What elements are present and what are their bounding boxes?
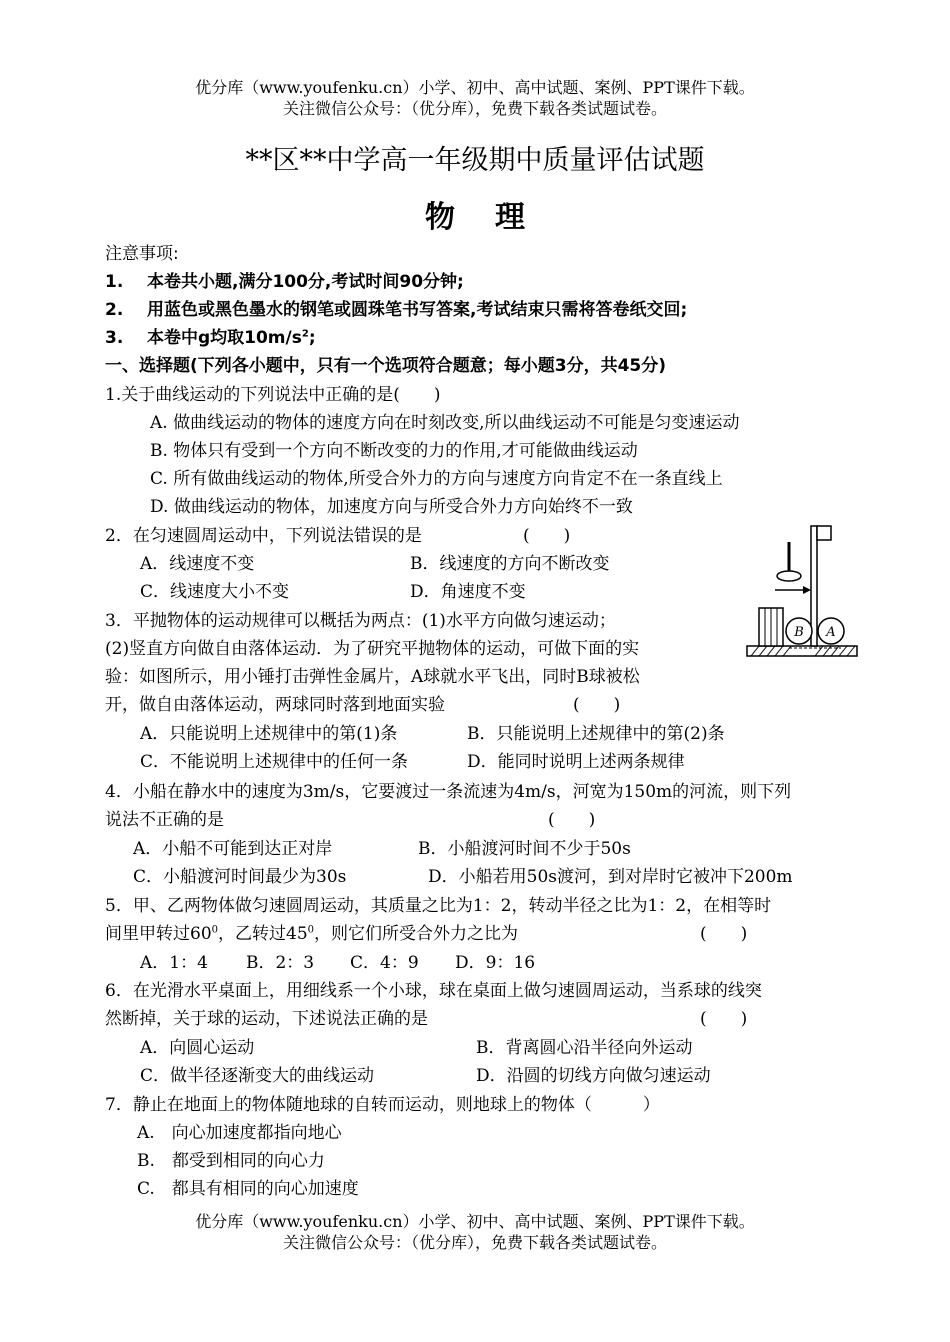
q3-line-4: 开，做自由落体运动，两球同时落到地面实验: [105, 695, 445, 715]
q3-line-1: 3．平抛物体的运动规律可以概括为两点：(1)水平方向做匀速运动；: [105, 611, 616, 631]
notice-item-3-num: 3.: [105, 328, 124, 348]
q5-option-c: C．4：9: [350, 953, 419, 973]
q7-stem: 7．静止在地面上的物体随地球的自转而运动，则地球上的物体（ ）: [105, 1095, 660, 1115]
footer-line-2: 关注微信公众号：（优分库），免费下载各类试题试卷。: [282, 1233, 667, 1252]
q4-line-2: 说法不正确的是: [105, 810, 224, 830]
post-top: [817, 526, 831, 540]
q3-line-2: (2)竖直方向做自由落体运动．为了研究平抛物体的运动，可做下面的实: [105, 639, 640, 659]
q2-option-b: B．线速度的方向不断改变: [410, 554, 610, 574]
q3-option-d: D．能同时说明上述两条规律: [467, 752, 685, 772]
subject-title: 物理: [425, 200, 565, 235]
q6-line-2: 然断掉，关于球的运动，下述说法正确的是: [105, 1009, 428, 1029]
q6-answer-paren: ( ): [700, 1009, 748, 1029]
q5-line-2c: ，则它们所受合外力之比为: [314, 924, 519, 944]
q5-sup-2: 0: [307, 924, 315, 936]
notice-item-2-num: 2.: [105, 300, 124, 320]
q2-answer-paren: ( ): [523, 526, 571, 546]
q2-option-c: C．线速度大小不变: [140, 582, 290, 602]
q6-option-c: C．做半径逐渐变大的曲线运动: [140, 1066, 375, 1086]
q3-answer-paren: ( ): [573, 695, 621, 715]
q4-answer-paren: ( ): [548, 810, 596, 830]
section-1-heading: 一、选择题(下列各小题中，只有一个选项符合题意；每小题3分，共45分): [105, 356, 667, 376]
q5-line-2: [105, 923, 518, 945]
notice-item-3: [105, 327, 316, 349]
q7-option-c: C. 都具有相同的向心加速度: [137, 1179, 359, 1199]
q1-stem: 1.关于曲线运动的下列说法中正确的是( ): [105, 385, 441, 405]
q6-option-d: D．沿圆的切线方向做匀速运动: [476, 1066, 711, 1086]
hammer-head: [777, 571, 801, 581]
q7-option-a: A. 向心加速度都指向地心: [137, 1123, 342, 1143]
q4-option-b: B．小船渡河时间不少于50s: [418, 839, 631, 859]
q5-option-a: A．1：4: [140, 953, 208, 973]
q3-line-3: 验：如图所示，用小锤打击弹性金属片，A球就水平飞出，同时B球被松: [105, 667, 640, 687]
q5-line-1: 5．甲、乙两物体做匀速圆周运动，其质量之比为1：2，转动半径之比为1：2，在相等时: [105, 896, 772, 916]
q6-option-b: B．背离圆心沿半径向外运动: [476, 1038, 693, 1058]
notice-item-3-tail: ;: [308, 328, 316, 348]
q1-option-b: B. 物体只有受到一个方向不断改变的力的作用,才可能做曲线运动: [150, 441, 638, 461]
q5-option-b: B．2：3: [246, 953, 315, 973]
footer-line-1: 优分库（www.youfenku.cn）小学、初中、高中试题、案例、PPT课件下载。: [195, 1212, 755, 1231]
notice-item-3-sup: 2: [301, 328, 309, 340]
notice-item-1: [105, 271, 464, 293]
q2-option-d: D．角速度不变: [410, 582, 526, 602]
q4-option-d: D．小船若用50s渡河，到对岸时它被冲下200m: [428, 867, 793, 887]
q1-option-c: C. 所有做曲线运动的物体,所受合外力的方向与速度方向肯定不在一条直线上: [150, 469, 723, 489]
q6-option-a: A．向圆心运动: [140, 1038, 255, 1058]
ball-b-label: B: [794, 625, 804, 640]
strike-arrow-head: [803, 586, 811, 594]
notice-item-3-text: 本卷中g均取10m/s: [146, 328, 302, 348]
q5-sup-1: 0: [211, 924, 219, 936]
exam-title: **区**中学高一年级期中质量评估试题: [245, 145, 705, 176]
ball-a-label: A: [826, 625, 836, 640]
q3-apparatus-figure: [745, 520, 860, 662]
q2-stem: 2．在匀速圆周运动中，下列说法错误的是: [105, 526, 422, 546]
q6-line-1: 6．在光滑水平桌面上，用细线系一个小球，球在桌面上做匀速圆周运动，当系球的线突: [105, 981, 762, 1001]
q5-line-2b: ，乙转过45: [218, 924, 308, 944]
notice-heading: 注意事项:: [105, 244, 179, 264]
notice-item-2: [105, 299, 687, 321]
q4-line-1: 4．小船在静水中的速度为3m/s，它要渡过一条流速为4m/s，河宽为150m的河流，则下列: [105, 782, 792, 802]
notice-item-2-text: 用蓝色或黑色墨水的钢笔或圆珠笔书写答案,考试结束只需将答卷纸交回;: [146, 300, 688, 320]
q5-option-d: D．9：16: [455, 953, 536, 973]
notice-item-1-num: 1.: [105, 272, 124, 292]
q5-line-2a: 间里甲转过60: [105, 924, 212, 944]
notice-item-1-text: 本卷共小题,满分100分,考试时间90分钟;: [146, 272, 464, 292]
q5-answer-paren: ( ): [700, 924, 748, 944]
q1-option-d: D. 做曲线运动的物体，加速度方向与所受合外力方向始终不一致: [150, 497, 633, 517]
q4-option-c: C．小船渡河时间最少为30s: [133, 867, 347, 887]
q2-option-a: A．线速度不变: [140, 554, 255, 574]
header-line-1: 优分库（www.youfenku.cn）小学、初中、高中试题、案例、PPT课件下载。: [195, 78, 755, 97]
q3-option-b: B．只能说明上述规律中的第(2)条: [467, 724, 725, 744]
header-line-2: 关注微信公众号：（优分库），免费下载各类试题试卷。: [282, 99, 667, 118]
q4-option-a: A．小船不可能到达正对岸: [133, 839, 333, 859]
q7-option-b: B. 都受到相同的向心力: [137, 1151, 325, 1171]
q1-option-a: A. 做曲线运动的物体的速度方向在时刻改变,所以曲线运动不可能是匀变速运动: [150, 413, 740, 433]
q3-option-c: C．不能说明上述规律中的任何一条: [140, 752, 409, 772]
q3-option-a: A．只能说明上述规律中的第(1)条: [140, 724, 398, 744]
